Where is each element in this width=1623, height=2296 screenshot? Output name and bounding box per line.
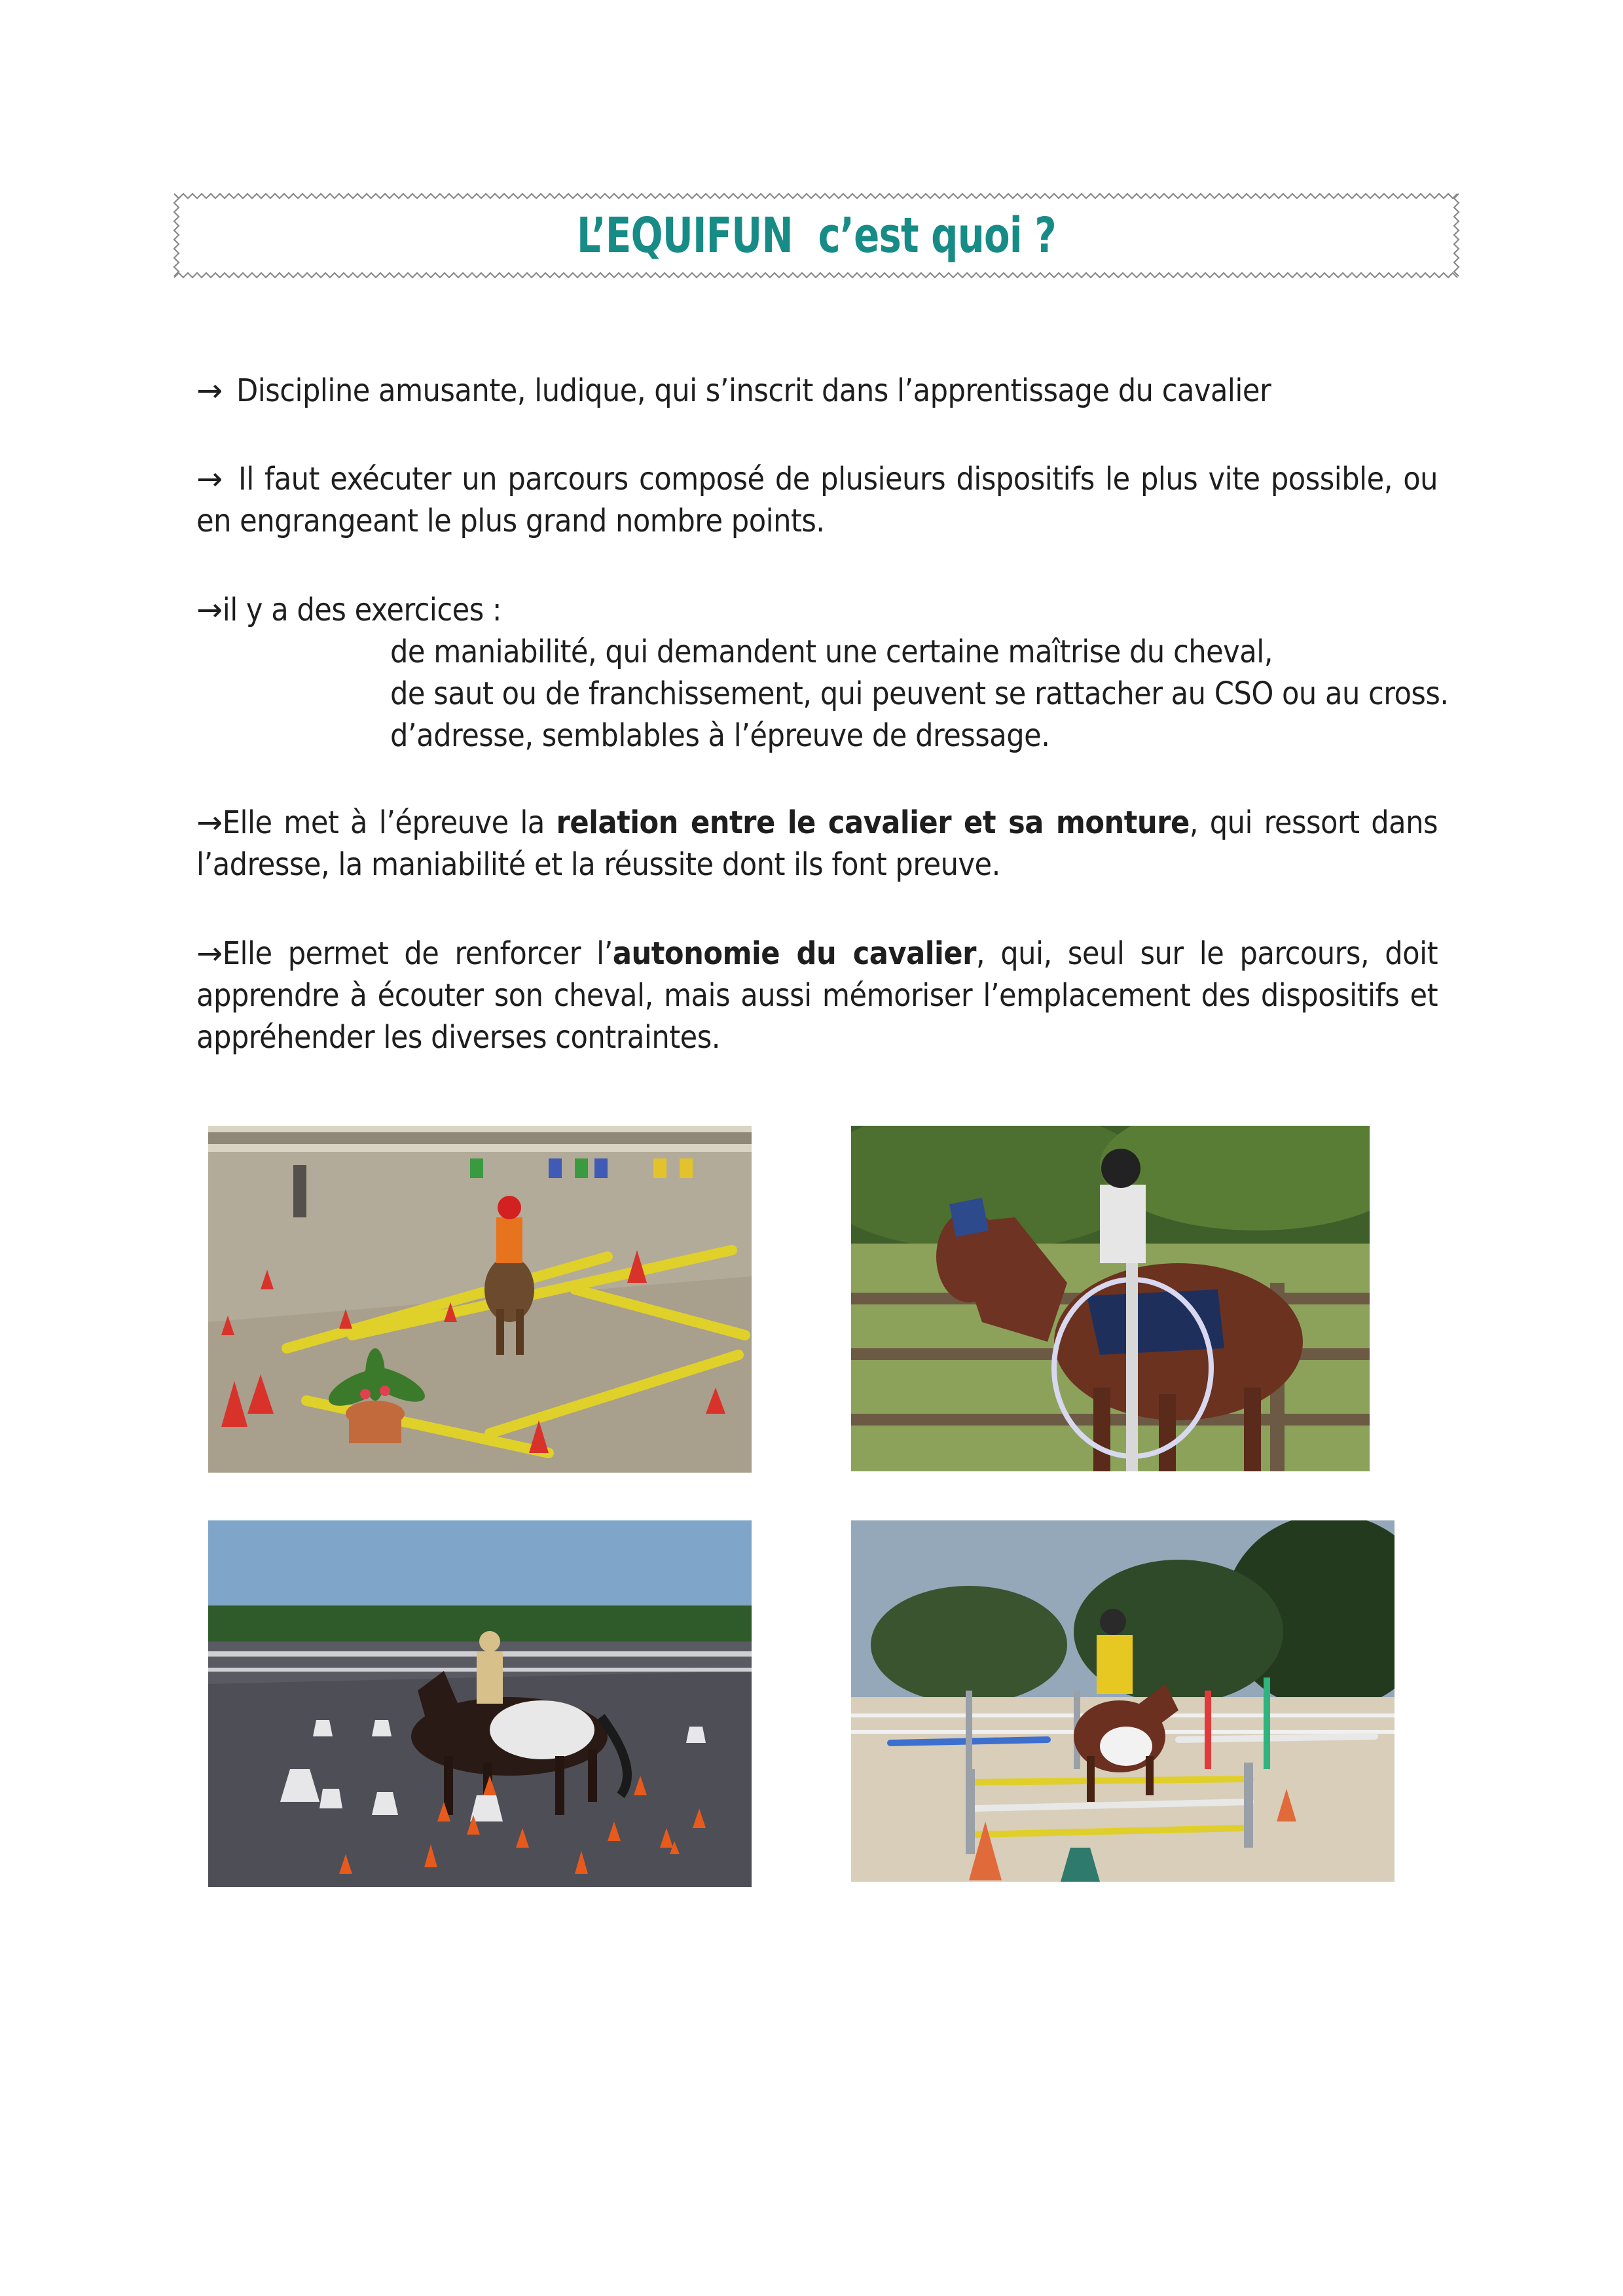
- paragraph-1: [196, 370, 1438, 412]
- arrow-right-icon: →: [196, 372, 223, 409]
- paragraph-3: [196, 589, 1438, 631]
- p2-line2: en engrangeant le plus grand nombre points.: [196, 503, 825, 539]
- p1-rest: , ludique, qui s’inscrit dans l’apprentissage du cavalier: [517, 372, 1271, 409]
- p4-before: Elle met à l’épreuve la: [222, 804, 556, 841]
- p3-intro: il y a des exercices :: [222, 592, 501, 628]
- paragraph-4: [196, 802, 1438, 886]
- p2-line1: Il faut exécuter un parcours composé de plusieurs dispositifs le plus vite possible, ou: [238, 461, 1438, 497]
- p5-bold: autonomie du cavalier: [612, 935, 976, 972]
- arrow-right-icon: →: [196, 461, 223, 497]
- paragraph-5: [196, 933, 1438, 1058]
- exercise-item: d’adresse, semblables à l’épreuve de dressage.: [390, 717, 1050, 754]
- arrow-right-icon: →: [196, 804, 223, 841]
- exercise-item: de maniabilité, qui demandent une certaine maîtrise du cheval,: [390, 634, 1273, 670]
- exercise-item: de saut ou de franchissement, qui peuvent se rattacher au CSO ou au cross.: [390, 675, 1449, 712]
- p1-bold: Discipline amusante: [236, 372, 517, 409]
- page-title: L’EQUIFUN c’est quoi ?: [577, 207, 1056, 264]
- arrow-right-icon: →: [196, 935, 223, 972]
- p5-after: , qui, seul sur le parcours, doit apprendre à écouter son cheval, mais aussi mémoriser l’emplacement des dispositifs et appréhender les diverses contraintes.: [196, 935, 1438, 1056]
- p4-after: , qui ressort dans l’adresse, la maniabilité et la réussite dont ils font preuve.: [196, 804, 1438, 883]
- title-box: [172, 191, 1461, 280]
- photo-pony-course: [208, 1126, 752, 1473]
- arrow-right-icon: →: [196, 592, 223, 628]
- p4-bold: relation entre le cavalier et sa monture: [556, 804, 1190, 841]
- photo-cones-slalom: [208, 1520, 752, 1887]
- photo-hoop-exercise: [851, 1126, 1370, 1471]
- photo-show-jumping: [851, 1520, 1395, 1882]
- paragraph-2: [196, 458, 1438, 542]
- p5-before: Elle permet de renforcer l’: [222, 935, 613, 972]
